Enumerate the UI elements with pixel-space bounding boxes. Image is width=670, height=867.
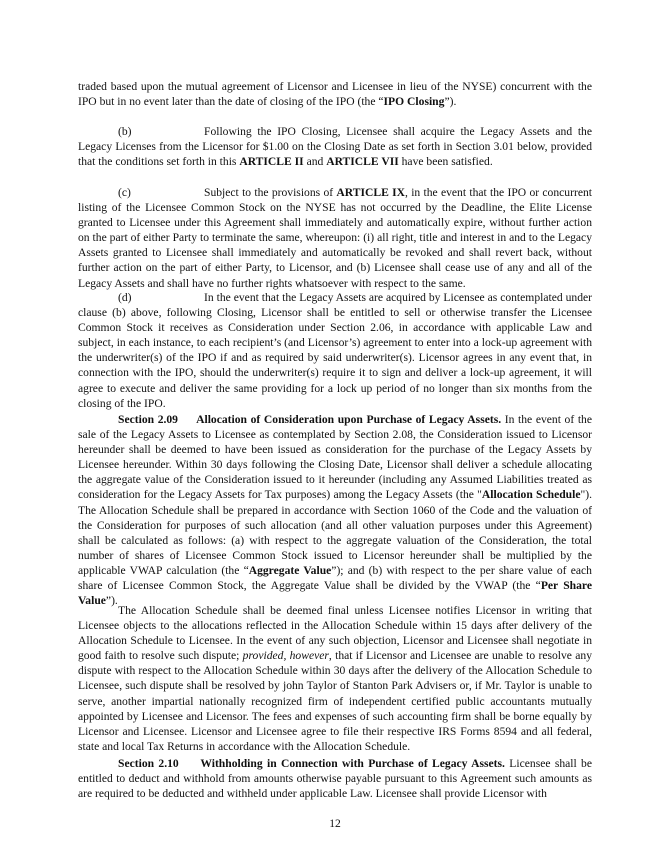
text-run: The Allocation Schedule shall be deemed final unless Licensee notifies Licensor in writing that Licensee objects to the allocations reflected in the Allocation Schedule within 15 days after delivery of the Allocation Schedule to Licensee. In the event of any such objection, Licensor and Licensee shall negotiate in good faith to resolve such dispute; (78, 604, 592, 663)
paragraph-b (78, 124, 592, 169)
section-number: Section 2.09 (118, 413, 178, 426)
clause-label-c: (c) (118, 186, 131, 199)
defined-term-allocation-schedule: Allocation Schedule (481, 488, 581, 502)
text-run: "). The Allocation Schedule shall be prepared in accordance with Section 1060 of the Code and the valuation of the Consideration for purposes of such allocation (and all other valuation purposes under this Agreement) shall be calculated as follows: (a) with respect to the aggregate valuation of the Consideration, the total number of shares of Licensee Common Stock issued to Licensor hereunder shall be multiplied by the applicable VWAP calculation (the “ (78, 488, 592, 577)
section-title: Withholding in Connection with Purchase of Legacy Assets. (200, 757, 505, 770)
text-run: have been satisfied. (398, 155, 493, 169)
proviso-emphasis: provided, however (242, 649, 329, 663)
reference-article-vii: ARTICLE VII (326, 155, 399, 169)
text-run: and (303, 155, 327, 169)
text-run: Subject to the provisions of (204, 186, 337, 199)
paragraph-d (78, 290, 592, 411)
page-number: 12 (329, 817, 341, 830)
defined-term-ipo-closing: IPO Closing (383, 95, 445, 109)
text-run: traded based upon the mutual agreement of Licensor and Licensee in lieu of the NYSE) concurrent with the IPO but in no event later than the date of closing of the IPO (the “ (78, 80, 592, 109)
text-run: In the event that the Legacy Assets are acquired by Licensee as contemplated under clause (b) above, following Closing, Licensor shall be entitled to sell or otherwise transfer the Licensee Common Stock it receives as Consideration under Section 2.06, in accordance with applicable Law and subject, in each instance, to each recipient’s (and Licensor’s) agreement to enter into a lock-up agreement with the underwriter(s) of the IPO if and as required by said underwriter(s). Licensor agrees in any event that, in connection with the IPO, should the underwriter(s) require it to sign and deliver a lock-up agreement, it will agree to execute and deliver the same providing for a lock up period of no longer than six months from the closing of the IPO. (78, 291, 592, 410)
text-run: , in the event that the IPO or concurrent listing of the Licensee Common Stock on the NYSE has not occurred by the Deadline, the Elite License granted to Licensee under this Agreement shall immediately and automatically expire, without further action on the part of either Party to terminate the same, whereupon: (i) all right, title and interest in and to the Legacy Assets granted to Licensee shall immediately and automatically be revoked and shall revert back, without further action on the part of either Party, to Licensor, and (b) Licensee shall cease use of any and all of the Legacy Assets and shall have no further rights whatsoever with respect to the same. (78, 186, 592, 290)
section-title: Allocation of Consideration upon Purchase of Legacy Assets. (196, 413, 502, 426)
reference-article-ix: ARTICLE IX (336, 186, 405, 199)
text-run: Following the IPO Closing, Licensee shall acquire the Legacy Assets and the Legacy Licenses from the Licensor for $1.00 on the Closing Date as set forth in Section 3.01 below, provided that the conditions set forth in this (78, 125, 592, 169)
defined-term-aggregate-value: Aggregate Value (248, 563, 332, 577)
text-run: ”). (444, 95, 457, 109)
section-number: Section 2.10 (118, 757, 179, 770)
text-run: ”). (105, 594, 118, 608)
reference-article-ii: ARTICLE II (239, 155, 304, 169)
continued-paragraph (78, 79, 592, 109)
section-2-10 (78, 756, 592, 801)
section-2-09 (78, 412, 592, 608)
clause-label-d: (d) (118, 291, 132, 304)
paragraph-allocation-dispute (78, 603, 592, 754)
text-run: , that if Licensor and Licensee are unable to resolve any dispute with respect to the Allocation Schedule within 30 days after the delivery of the Allocation Schedule to Licensee, such dispute shall be resolved by john Taylor of Stanton Park Advisers or, if Mr. Taylor is unable to serve, another impartial nationally recognized firm of independent certified public accountants mutually appointed by Licensee and Licensor. The fees and expenses of such accounting firm shall be borne equally by Licensor and Licensee. Licensor and Licensee agree to file their respective IRS Forms 8594 and all federal, state and local Tax Returns in accordance with the Allocation Schedule. (78, 649, 592, 753)
text-run: In the event of the sale of the Legacy Assets to Licensee as contemplated by Section 2.08, the Consideration issued to Licensor hereunder shall be deemed to have been issued as consideration for the purchase of the Legacy Assets by Licensee hereunder. Within 30 days following the Closing Date, Licensor shall deliver a schedule allocating the aggregate value of the Consideration issued to it hereunder (including any Assumed Liabilities treated as consideration for the Legacy Assets for Tax purposes) among the Legacy Assets (the " (78, 413, 592, 502)
text-run: Licensee shall be entitled to deduct and withhold from amounts otherwise payable pursuant to this Agreement such amounts as are required to be deducted and withheld under applicable Law. Licensee shall provide Licensor with (78, 757, 592, 801)
clause-label-b: (b) (118, 125, 132, 138)
text-run: ”); and (b) with respect to the per share value of each share of Licensee Common Stock, the Aggregate Value shall be divided by the VWAP (the “ (78, 563, 592, 593)
paragraph-c (78, 185, 592, 291)
defined-term-per-share-value: Per Share Value (78, 579, 592, 608)
paragraph-ipo-closing (78, 79, 592, 109)
